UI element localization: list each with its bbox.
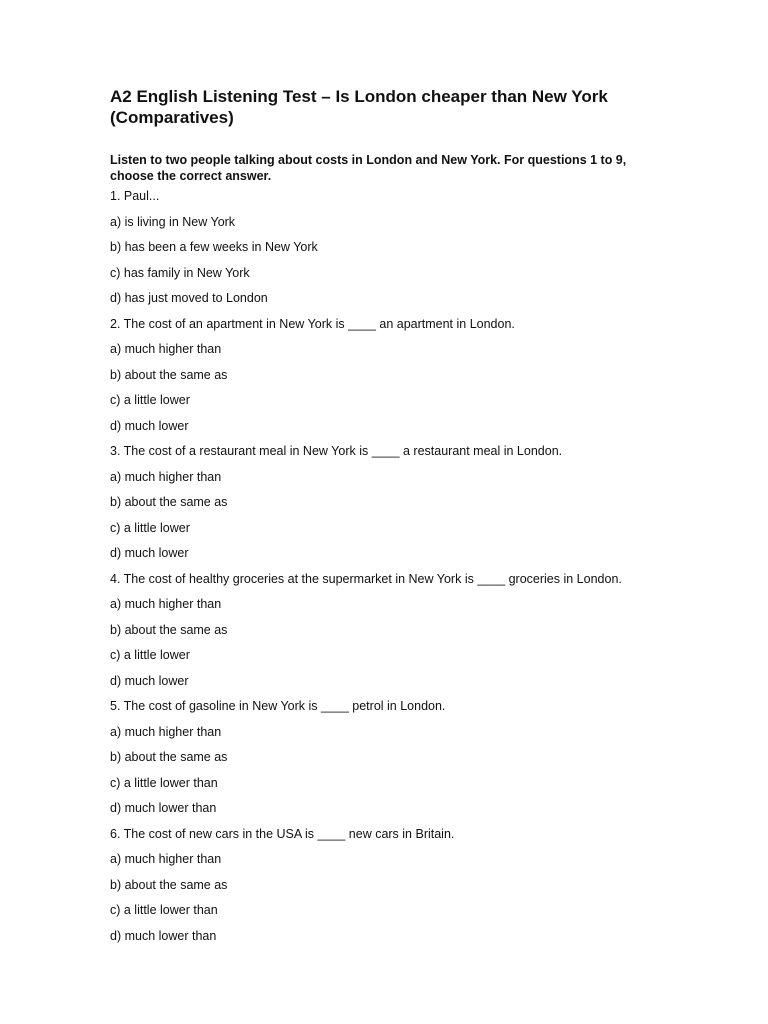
answer-option: b) has been a few weeks in New York <box>110 240 318 254</box>
question-1 <box>110 189 670 307</box>
question-prompt: 6. The cost of new cars in the USA is ____ new cars in Britain. <box>110 826 455 841</box>
question-prompt: 2. The cost of an apartment in New York is ____ an apartment in London. <box>110 316 515 331</box>
answer-option: c) a little lower <box>110 393 190 407</box>
document-page <box>110 86 670 954</box>
answer-option: d) has just moved to London <box>110 291 268 305</box>
answer-option: b) about the same as <box>110 750 228 764</box>
answer-option: a) much higher than <box>110 852 222 866</box>
answer-option: a) much higher than <box>110 724 222 739</box>
question-prompt: 4. The cost of healthy groceries at the supermarket in New York is ____ groceries in London. <box>110 571 622 586</box>
answer-option: d) much lower than <box>110 801 217 815</box>
question-3 <box>110 444 670 562</box>
answer-option: c) a little lower <box>110 520 190 535</box>
answer-option: d) much lower <box>110 546 189 560</box>
answer-option: c) a little lower than <box>110 775 218 790</box>
answer-option: c) a little lower than <box>110 903 218 917</box>
answer-option: b) about the same as <box>110 495 228 509</box>
answer-option: d) much lower than <box>110 928 217 943</box>
answer-option: b) about the same as <box>110 877 228 892</box>
question-5 <box>110 699 670 817</box>
question-prompt: 3. The cost of a restaurant meal in New York is ____ a restaurant meal in London. <box>110 444 563 458</box>
document-title: A2 English Listening Test – Is London cheaper than New York (Comparatives) <box>110 87 608 127</box>
answer-option: a) is living in New York <box>110 214 236 229</box>
answer-option: b) about the same as <box>110 622 228 637</box>
question-4 <box>110 572 670 690</box>
answer-option: d) much lower <box>110 418 189 433</box>
question-prompt: 5. The cost of gasoline in New York is ____ petrol in London. <box>110 699 446 713</box>
answer-option: a) much higher than <box>110 469 222 484</box>
question-prompt: 1. Paul... <box>110 189 160 203</box>
question-6 <box>110 827 670 945</box>
answer-option: a) much higher than <box>110 597 222 611</box>
answer-option: c) a little lower <box>110 648 190 662</box>
question-2 <box>110 317 670 435</box>
answer-option: b) about the same as <box>110 367 228 382</box>
answer-option: a) much higher than <box>110 342 222 356</box>
answer-option: d) much lower <box>110 673 189 688</box>
instructions-text: Listen to two people talking about costs in London and New York. For questions 1 to 9, choose the correct answer. <box>110 153 627 183</box>
answer-option: c) has family in New York <box>110 265 250 280</box>
